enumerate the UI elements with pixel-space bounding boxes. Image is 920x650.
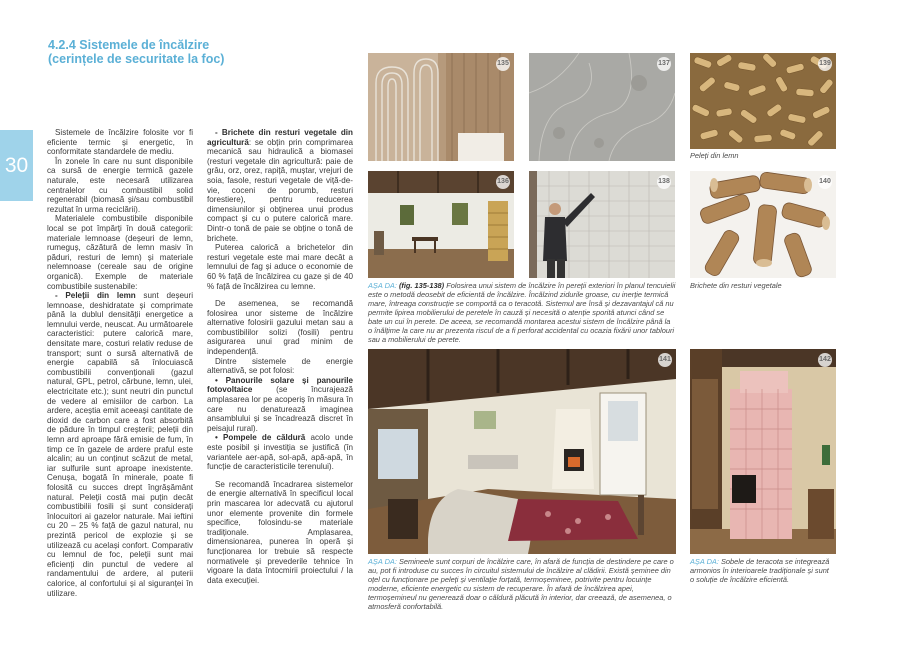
- page-number-tab: [0, 130, 33, 201]
- caption-141-lead: AȘA DA:: [368, 557, 397, 566]
- caption-135-lead: AȘA DA:: [368, 281, 397, 290]
- photo-number-138: 138: [657, 175, 671, 189]
- paragraph-briquettes: [207, 128, 353, 243]
- paragraph-pellets: [47, 291, 193, 598]
- briquettes-text: : se obțin prin comprimarea mecanică sau hidraulică a biomasei (resturi vegetale din agricultură: paie de grâu, orz, orez, rapiță, muștar, vrejuri de soia, fasole, resturi vegetale de viță-de-vie, coceni de porumb, resturi forestiere), pentru reducerea dimensiunilor și obținerea unui produs compact și cu o putere calorică mare. Dintr-o tonă de paie se obține o tonă de brichete.: [207, 137, 353, 243]
- heat-pumps-heading: • Pompele de căldură: [215, 433, 306, 443]
- photo-number-139: 139: [818, 57, 832, 71]
- photo-138-plastering-wall: [529, 171, 675, 278]
- caption-135-text: Folosirea unui sistem de încălzire în pereții exteriori în planul tencuielii este o metodă deosebit de eficientă de încălzire. Încălzind zidurile groase, cu inerție termică mare, întreaga construcție se comportă ca o teracotă. Sistemul are însă și dezavantajul că nu permite lipirea mobilierului de peretele în cauză și necesită o atenție sporită atunci când se bate un cui în perete. De aceea, se recomandă montarea acestui sistem de încălzire până la o înălțime la care nu ar prezenta riscul de a fi perforat accidental cu ocazia fixării unor tablouri sau a mobilierului de perete.: [368, 281, 676, 344]
- heat-pumps-text: acolo unde este posibil și investiția se justifică (în variantele aer-apă, sol-apă, apă-apă, în funcție de caracteristicile terenului).: [207, 433, 353, 472]
- photo-141-living-room-fireplace: [368, 349, 676, 554]
- paragraph-heat-pumps: [207, 433, 353, 471]
- photo-number-137: 137: [657, 57, 671, 71]
- photo-140-briquettes: [690, 171, 836, 278]
- photo-number-135: 135: [496, 57, 510, 71]
- caption-135-ref: (fig. 135-138): [396, 281, 445, 290]
- paragraph-options: Dintre sistemele de energie alternativă, se pot folosi:: [207, 356, 353, 376]
- caption-141: [368, 557, 676, 611]
- photo-136-interior-room: [368, 171, 514, 278]
- photo-number-140: 140: [818, 175, 832, 189]
- photo-number-142: 142: [818, 353, 832, 367]
- caption-142-text: Sobele de teracota se integrează armonios în interioarele tradiționale și sunt o soluție de încălzire eficientă.: [690, 557, 830, 584]
- page-title: [48, 38, 308, 66]
- paragraph-solar: [207, 376, 353, 434]
- paragraph-intro: Sistemele de încălzire folosite vor fi eficiente termic și energetic, în conformitate standardele de mediu.: [47, 128, 193, 157]
- caption-142-lead: AȘA DA:: [690, 557, 719, 566]
- photo-139-wood-pellets: [690, 53, 836, 149]
- caption-135-138: [368, 281, 676, 344]
- text-column-2: [207, 128, 353, 585]
- photo-137-plastered-wall: [529, 53, 675, 161]
- text-column-1: [47, 128, 193, 598]
- caption-140: Brichete din resturi vegetale: [690, 281, 782, 290]
- caption-141-text: Semineele sunt corpuri de încălzire care, în afară de funcția de destindere pe care o au, pot fi introduse cu succes în circuitul sistemului de încălzire al clădirii. Există șeminee din oțel cu funcționare pe peleți și ventilație forțată, termoșeminee, potrivite pentru locuințe moderne, eficiente energetic cu sistem de recuperare. În afară de încălzirea apei, termoșemineul nu generează doar o căldură plăcută în interior, dar creează, de asemenea, o atmosferă confortabilă.: [368, 557, 674, 611]
- photo-135-wall-heating-pipes: [368, 53, 514, 161]
- caption-139: Peleți din lemn: [690, 151, 739, 160]
- paragraph-materials: Materialele combustibile disponibile local se pot împărți în două categorii: materiale lemnoase (deșeuri de lemn, rumeguș, căzătură de lemn masiv în păduri, resturi de lemn) și materiale nelemnoase (cereale sau de origine organică). Exemple de materiale combustibile sustenabile:: [47, 214, 193, 291]
- solar-heading: • Panourile solare și panourile fotovoltaice: [207, 375, 353, 395]
- paragraph-alternative: De asemenea, se recomandă folosirea unor sisteme de încălzire alternative folosirii gazului metan sau a combustibililor solizi (fosili) pentru asigurarea unui grad minim de independență.: [207, 299, 353, 357]
- briquettes-heading: - Brichete din resturi vegetale din agricultură: [207, 128, 353, 147]
- paragraph-integration: Se recomandă încadrarea sistemelor de energie alternativă în specificul local prin mascarea lor adecvată cu ajutorul unor elemente provenite din formele specifice, folosindu-se materiale tradiționale. Amplasarea, dimensionarea, punerea în operă și funcționarea lor trebuie să respecte normativele și prevederile tehnice în vigoare la data întocmirii proiectului / la data execuției.: [207, 479, 353, 585]
- title-line-1: 4.2.4 Sistemele de încălzire: [48, 38, 210, 52]
- title-line-2: (cerințele de securitate la foc): [48, 52, 225, 66]
- photo-142-terracotta-stove: [690, 349, 836, 554]
- solar-text: (se încurajează amplasarea lor pe acoperiș în măsura în care nu denaturează imaginea ansamblului și se încadrează discret în peisajul rural).: [207, 385, 353, 433]
- photo-number-141: 141: [658, 353, 672, 367]
- pellets-heading: - Peleții din lemn: [55, 291, 136, 301]
- paragraph-calorific: Puterea calorică a brichetelor din resturi vegetale este mai mare decât a lemnului de fag și aduce o economie de 60 % față de încălzirea cu gaze și de 40 % față de încălzirea cu lemne.: [207, 243, 353, 291]
- page-number: 30: [4, 153, 29, 177]
- pellets-text: sunt deșeuri lemnoase, deshidratate și comprimate până la dublul densității energetice a lemnului verde, neuscat. Au următoarele caracteristici: putere calorică mare, densitate mare, costuri relativ reduse de transport; sunt o sursă alternativă de energie capabilă să înlocuiască combustibilii convenționali (gazul natural, GPL, petrol, cărbune, lemn, ulei, electricitate etc.); sunt neutri din punctul de vedere al emisiilor de carbon. La ardere, aceștia emit aceeași cantitate de dioxid de carbon care a fost absorbită de pădure în timpul creșterii; peleții din lemn ard aproape fără emisie de fum, în timp ce în gazele de ardere praful este alcalin; au un conținut scăzut de metal, iar sulfurile sunt aproape inexistente. Cenușa, bogată în minerale, poate fi folosită cu succes drept îngrășământ natural. Peleții costă mai puțin decât combustibilii fosili și sunt considerați înlocuitori ai gazelor naturale. Mai ieftini cu 20 – 25 % față de gazul natural, nu prezintă pericol de explozie și se utilizează cu același confort. Comparativ cu lemnul de foc, peleții sunt mai eficienți din punctul de vedere al randamentului de ardere, al puterii calorice, al confortului și al siguranței în utilizare.: [47, 291, 193, 598]
- photo-number-136: 136: [496, 175, 510, 189]
- caption-142: [690, 557, 830, 584]
- paragraph-gas: În zonele în care nu sunt disponibile ca sursă de energie termică gazele naturale, este necesară utilizarea centralelor cu combustibil solid regenerabil (biomasă și/sau combustibil rezultat în urma reciclării).: [47, 156, 193, 214]
